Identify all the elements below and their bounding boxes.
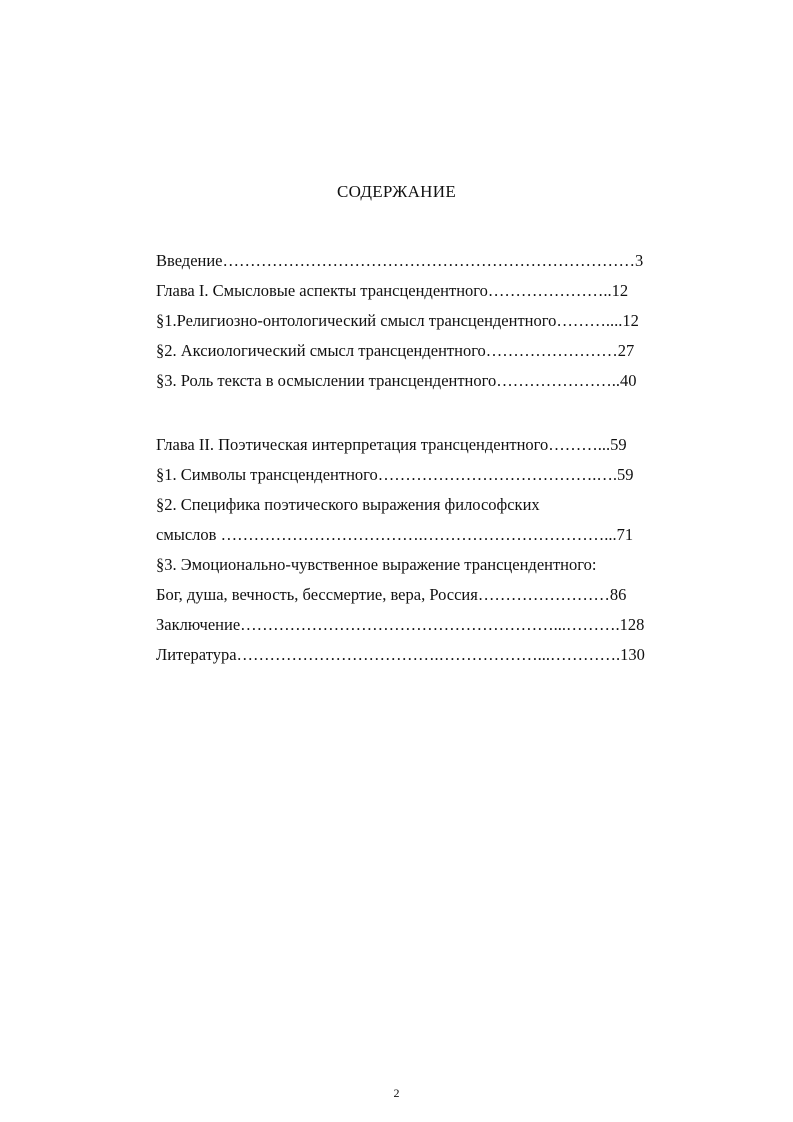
toc-entry-ch1-section-2: §2. Аксиологический смысл трансцендентного……………………27 [156, 341, 635, 360]
toc-entry-chapter-1: Глава I. Смысловые аспекты трансцендентного…………………..12 [156, 281, 629, 300]
toc-entry-ch2-section-2-line-2: смыслов ……………………………….……………………………...71 [156, 525, 634, 544]
toc-entry-ch2-section-1: §1. Символы трансцендентного………………………………….….59 [156, 465, 634, 484]
toc-entry-ch2-section-3-line-1: §3. Эмоционально-чувственное выражение трансцендентного: [156, 555, 597, 574]
toc-gap [156, 396, 716, 430]
page-title: СОДЕРЖАНИЕ [336, 182, 457, 201]
toc-entry-chapter-2: Глава II. Поэтическая интерпретация трансцендентного………...59 [156, 435, 627, 454]
toc-entry-conclusion: Заключение…………………………………………………...……….128 [156, 615, 645, 634]
table-of-contents [156, 246, 716, 670]
toc-entry-ch2-section-3-line-2: Бог, душа, вечность, бессмертие, вера, Россия……………………86 [156, 585, 627, 604]
toc-entry-introduction: Введение…………………………………………………………………3 [156, 251, 644, 270]
toc-entry-literature: Литература……………………………….………………...………….130 [156, 645, 645, 664]
toc-entry-ch2-section-2-line-1: §2. Специфика поэтического выражения философских [156, 495, 540, 514]
toc-entry-ch1-section-3: §3. Роль текста в осмыслении трансцендентного…………………..40 [156, 371, 637, 390]
page-number: 2 [393, 1086, 400, 1100]
toc-entry-ch1-section-1: §1.Религиозно-онтологический смысл трансцендентного………....12 [156, 311, 639, 330]
